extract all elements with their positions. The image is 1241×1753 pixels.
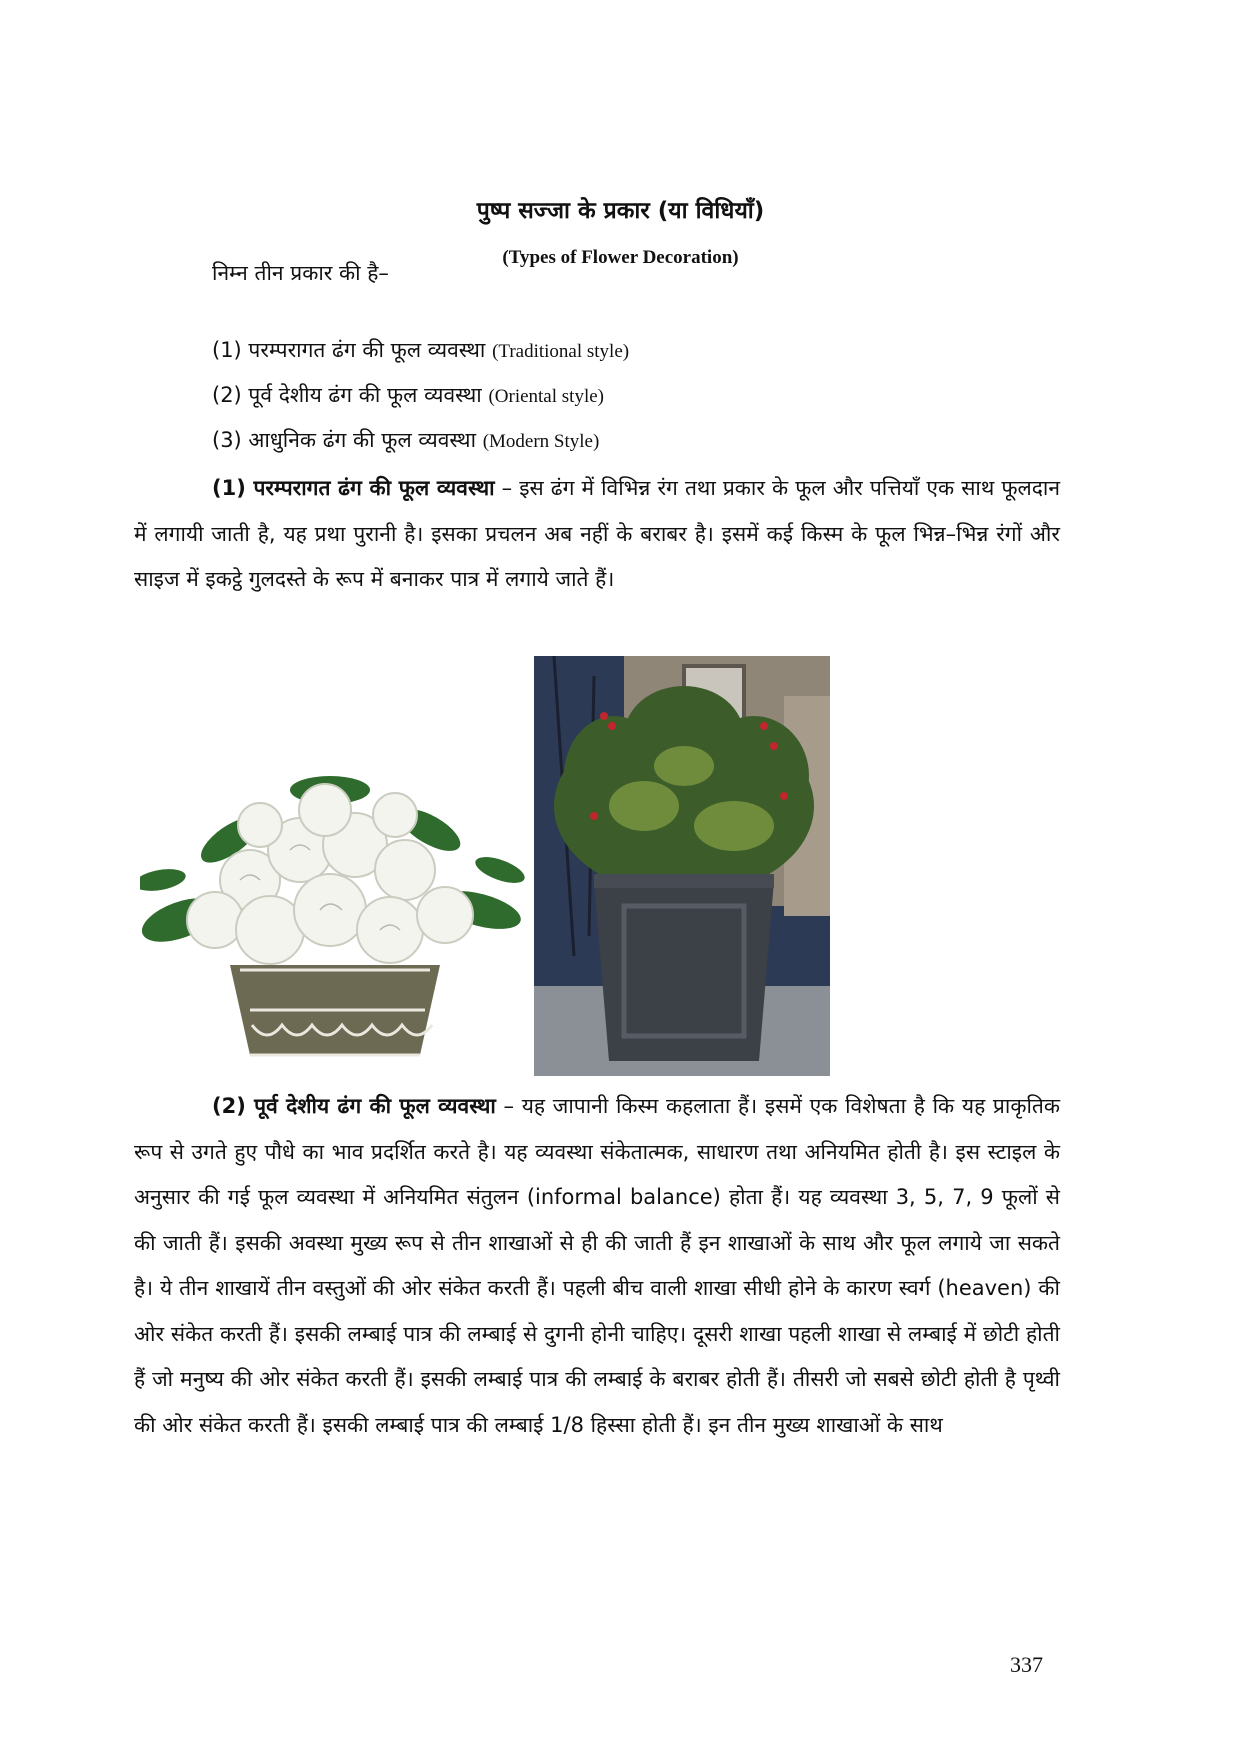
section-body: – यह जापानी किस्म कहलाता हैं। इसमें एक विशेषता है कि यह प्राकृतिक रूप से उगते हुए पौधे का भाव प्रदर्शित करते है। यह व्यवस्था संकेतात्मक, साधारण तथा अनियमित होती है। इस स्टाइल के अनुसार की गई फूल व्यवस्था में अनियमित संतुलन (informal balance) होता हैं। यह व्यवस्था 3, 5, 7, 9 फूलों से की जाती हैं। इसकी अवस्था मुख्य रूप से तीन शाखाओं से ही की जाती हैं इन शाखाओं के साथ और फूल लगाये जा सकते है। ये तीन शाखायें तीन वस्तुओं की ओर संकेत करती हैं। पहली बीच वाली शाखा सीधी होने के कारण स्वर्ग (heaven) की ओर संकेत करती हैं। इसकी लम्बाई पात्र की लम्बाई से दुगनी होनी चाहिए। दूसरी शाखा पहली शाखा से लम्बाई में छोटी होती हैं जो मनुष्य की ओर संकेत करती हैं। इसकी लम्बाई पात्र की लम्बाई के बराबर होती हैं। तीसरी जो सबसे छोटी होती है पृथ्वी की ओर संकेत करती हैं। इसकी लम्बाई पात्र की लम्बाई 1/8 हिस्सा होती हैं। इन तीन मुख्य शाखाओं के साथ bbox=[134, 1094, 1060, 1437]
list-item-hindi: (1) परम्परागत ढंग की फूल व्यवस्था bbox=[212, 338, 486, 362]
section-body: – इस ढंग में विभिन्न रंग तथा प्रकार के फूल और पत्तियाँ एक साथ फूलदान में लगायी जाती है, यह प्रथा पुरानी है। इसका प्रचलन अब नहीं के बराबर है। इसमें कई किस्म के फूल भिन्न–भिन्न रंगों और साइज में इकट्ठे गुलदस्ते के रूप में बनाकर पात्र में लगाये जाते हैं। bbox=[134, 476, 1060, 591]
section-oriental bbox=[134, 1084, 1060, 1448]
list-item-hindi: (3) आधुनिक ढंग की फूल व्यवस्था bbox=[212, 428, 477, 452]
list-item-english: (Oriental style) bbox=[488, 386, 604, 407]
list-item bbox=[212, 380, 604, 412]
list-item-hindi: (2) पूर्व देशीय ढंग की फूल व्यवस्था bbox=[212, 383, 482, 407]
section-heading: (1) परम्परागत ढंग की फूल व्यवस्था bbox=[212, 476, 495, 500]
page-number: 337 bbox=[1010, 1652, 1043, 1677]
list-item bbox=[212, 335, 629, 367]
planter-image bbox=[534, 656, 830, 1076]
section-heading: (2) पूर्व देशीय ढंग की फूल व्यवस्था bbox=[212, 1094, 496, 1118]
page-subtitle: (Types of Flower Decoration) bbox=[502, 247, 739, 268]
list-item-english: (Traditional style) bbox=[492, 341, 630, 362]
list-item-english: (Modern Style) bbox=[482, 431, 600, 452]
page-title: पुष्प सज्जा के प्रकार (या विधियाँ) bbox=[476, 198, 765, 224]
rose-basket-image bbox=[140, 770, 525, 1070]
list-item bbox=[212, 425, 599, 457]
intro-text: निम्न तीन प्रकार की है– bbox=[212, 261, 389, 285]
section-traditional bbox=[134, 466, 1060, 603]
